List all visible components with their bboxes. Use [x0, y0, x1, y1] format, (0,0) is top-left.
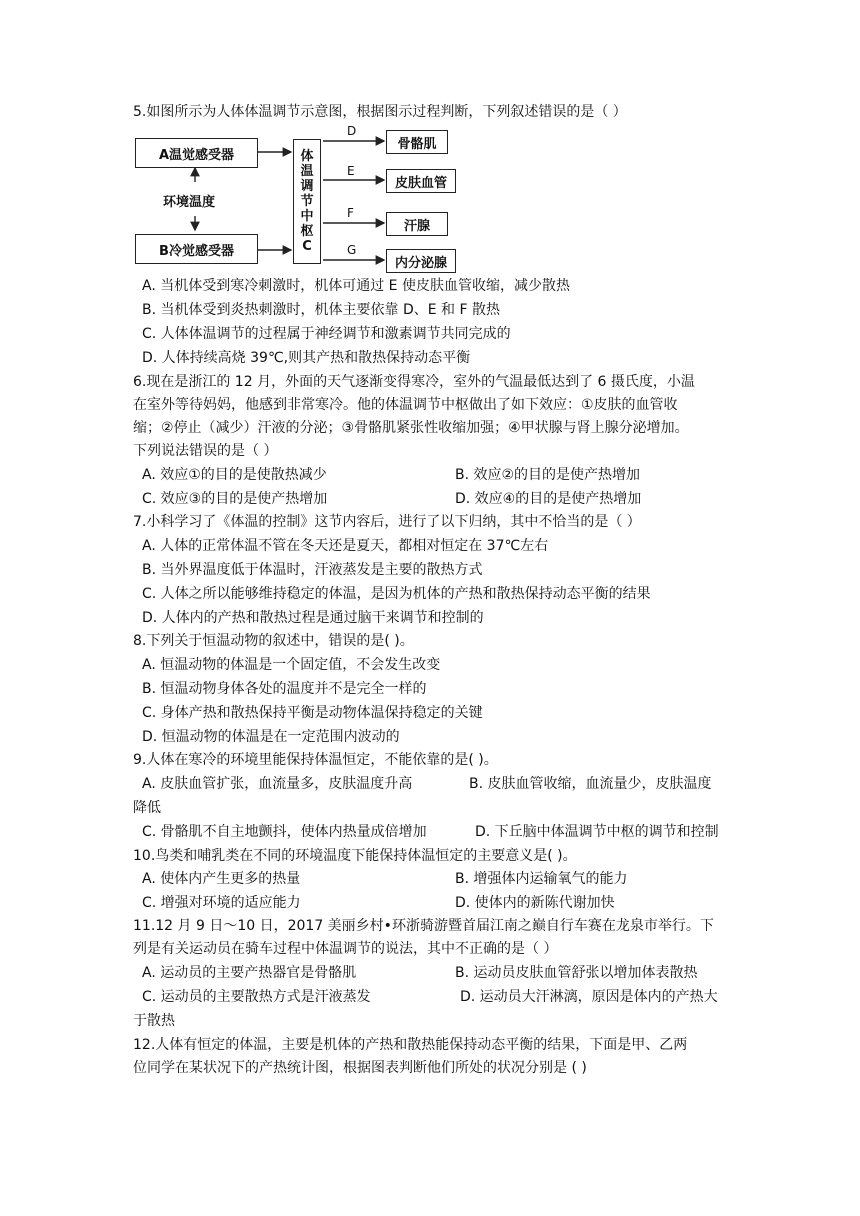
q10-option-c: C. 增强对环境的适应能力: [142, 895, 301, 911]
q8-option-c: C. 身体产热和散热保持平衡是动物体温保持稳定的关键: [142, 705, 483, 721]
arrow-label-d: D: [347, 124, 357, 138]
q11-option-b: B. 运动员皮肤血管舒张以增加体表散热: [455, 965, 698, 981]
q6-stem-line-4: 下列说法错误的是（ ）: [133, 443, 278, 459]
q9-option-b: B. 皮肤血管收缩，血流量少，皮肤温度: [469, 776, 712, 792]
cold-receptor-box: B冷觉感受器: [135, 234, 258, 264]
arrow-label-g: G: [347, 243, 357, 257]
q9-stem: 9.人体在寒冷的环境里能保持体温恒定，不能依靠的是( )。: [133, 752, 498, 768]
q5-option-a: A. 当机体受到寒冷刺激时，机体可通过 E 使皮肤血管收缩，减少散热: [142, 278, 570, 294]
q6-option-d: D. 效应④的目的是使产热增加: [455, 491, 642, 507]
q8-option-a: A. 恒温动物的体温是一个固定值，不会发生改变: [142, 657, 441, 673]
q9-option-a: A. 皮肤血管扩张，血流量多，皮肤温度升高: [142, 776, 413, 792]
q12-stem-line-2: 位同学在某状况下的产热统计图，根据图表判断他们所处的状况分别是 ( ): [133, 1060, 587, 1076]
q8-stem: 8.下列关于恒温动物的叙述中，错误的是( )。: [133, 633, 414, 649]
arrow-label-f: F: [347, 206, 354, 220]
q11-stem-line-2: 列是有关运动员在骑车过程中体温调节的说法，其中不正确的是（ ）: [133, 941, 558, 957]
endocrine-gland-box: 内分泌腺: [386, 249, 456, 273]
arrow-label-e: E: [347, 164, 355, 178]
q5-option-b: B. 当机体受到炎热刺激时，机体主要依靠 D、E 和 F 散热: [142, 302, 500, 318]
q6-stem-line-2: 在室外等待妈妈，他感到非常寒冷。他的体温调节中枢做出了如下效应：①皮肤的血管收: [133, 397, 678, 413]
q10-option-d: D. 使体内的新陈代谢加快: [455, 895, 615, 911]
q11-stem-line-1: 11.12 月 9 日～10 日，2017 美丽乡村•环浙骑游暨首届江南之巅自行车赛在龙泉市举行。下: [133, 918, 714, 934]
q6-stem-line-1: 6.现在是浙江的 12 月，外面的天气逐渐变得寒冷，室外的气温最低达到了 6 摄氏度，小温: [133, 374, 695, 390]
q5-stem: 5.如图所示为人体体温调节示意图，根据图示过程判断，下列叙述错误的是（ ）: [133, 104, 627, 120]
q7-option-b: B. 当外界温度低于体温时，汗液蒸发是主要的散热方式: [142, 562, 483, 578]
q7-stem: 7.小科学习了《体温的控制》这节内容后，进行了以下归纳，其中不恰当的是（ ）: [133, 514, 641, 530]
skin-blood-vessel-box: 皮肤血管: [386, 169, 456, 193]
q5-option-d: D. 人体持续高烧 39℃,则其产热和散热保持动态平衡: [142, 350, 471, 366]
thermoregulation-diagram: [133, 124, 463, 272]
q12-stem-line-1: 12.人体有恒定的体温，主要是机体的产热和散热能保持动态平衡的结果，下面是甲、乙两: [133, 1037, 688, 1053]
q6-option-c: C. 效应③的目的是使产热增加: [142, 491, 328, 507]
q9-option-b-continued: 降低: [133, 800, 161, 816]
q6-stem-line-3: 缩；②停止（减少）汗液的分泌；③骨骼肌紧张性收缩加强；④甲状腺与肾上腺分泌增加。: [133, 420, 689, 436]
q10-stem: 10.鸟类和哺乳类在不同的环境温度下能保持体温恒定的主要意义是( )。: [133, 848, 577, 864]
q11-option-c: C. 运动员的主要散热方式是汗液蒸发: [142, 989, 371, 1005]
q7-option-c: C. 人体之所以能够维持稳定的体温，是因为机体的产热和散热保持动态平衡的结果: [142, 586, 651, 602]
q10-option-b: B. 增强体内运输氧气的能力: [455, 871, 628, 887]
q8-option-d: D. 恒温动物的体温是在一定范围内波动的: [142, 729, 400, 745]
skeletal-muscle-box: 骨骼肌: [386, 130, 448, 154]
q10-option-a: A. 使体内产生更多的热量: [142, 871, 301, 887]
q11-option-d-continued: 于散热: [133, 1013, 175, 1029]
q11-option-a: A. 运动员的主要产热器官是骨骼肌: [142, 965, 357, 981]
warm-receptor-box: A温觉感受器: [135, 138, 258, 168]
sweat-gland-box: 汗腺: [386, 212, 448, 236]
q9-option-d: D. 下丘脑中体温调节中枢的调节和控制: [475, 824, 719, 840]
q6-option-a: A. 效应①的目的是使散热减少: [142, 467, 327, 483]
q8-option-b: B. 恒温动物身体各处的温度并不是完全一样的: [142, 681, 427, 697]
q5-option-c: C. 人体体温调节的过程属于神经调节和激素调节共同完成的: [142, 326, 511, 342]
q9-option-c: C. 骨骼肌不自主地颤抖，使体内热量成倍增加: [142, 824, 427, 840]
q6-option-b: B. 效应②的目的是使产热增加: [455, 467, 641, 483]
q7-option-d: D. 人体内的产热和散热过程是通过脑干来调节和控制的: [142, 610, 484, 626]
thermoregulation-center-box: 体温调节中枢C: [293, 139, 321, 264]
q7-option-a: A. 人体的正常体温不管在冬天还是夏天，都相对恒定在 37℃左右: [142, 538, 549, 554]
q11-option-d: D. 运动员大汗淋漓，原因是体内的产热大: [460, 989, 718, 1005]
environment-temperature-label: 环境温度: [163, 195, 216, 210]
